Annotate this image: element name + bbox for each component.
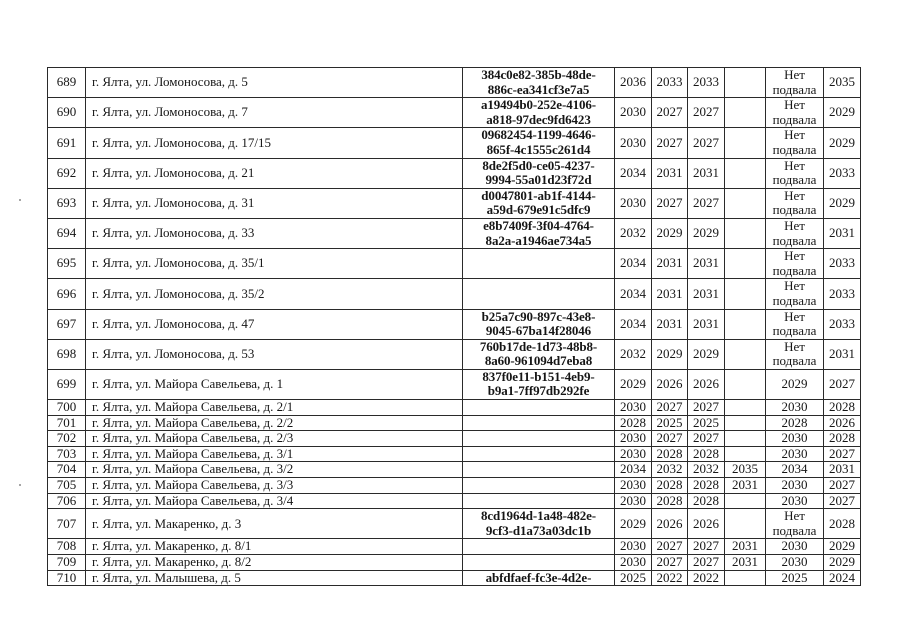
year-cell-3: 2031 [688,158,725,188]
year-cell-3: 2029 [688,339,725,369]
year-cell-2: 2028 [652,493,688,509]
guid-cell [463,218,615,248]
row-number-cell: 691 [48,128,86,158]
year-cell-4 [725,279,766,309]
table-row [48,369,861,399]
year-cell-1: 2030 [615,539,652,555]
row-number-cell: 710 [48,570,86,586]
year-cell-1: 2030 [615,555,652,571]
basement-cell: Нет подвала [766,309,824,339]
guid-line: 8cd1964d-1a48-482e- [480,508,597,524]
basement-cell: Нет подвала [766,509,824,539]
guid-line: a59d-679e91c5dfc9 [486,202,591,218]
guid-cell [463,493,615,509]
year-cell-3: 2028 [688,493,725,509]
year-cell-3: 2032 [688,462,725,478]
year-cell-1: 2032 [615,218,652,248]
year-cell-3: 2027 [688,400,725,416]
year-cell-4 [725,431,766,447]
year-cell-4 [725,339,766,369]
table-row [48,493,861,509]
table-body [48,68,861,586]
basement-cell: Нет подвала [766,158,824,188]
row-number-cell: 690 [48,98,86,128]
table-row [48,98,861,128]
year-cell-3: 2026 [688,369,725,399]
year-cell-6: 2028 [824,509,861,539]
year-cell-4 [725,218,766,248]
basement-cell: Нет подвала [766,279,824,309]
guid-cell [463,128,615,158]
basement-cell: 2028 [766,415,824,431]
year-cell-4: 2031 [725,539,766,555]
year-cell-4 [725,400,766,416]
year-cell-1: 2036 [615,68,652,98]
year-cell-3: 2031 [688,309,725,339]
guid-cell [463,431,615,447]
year-cell-6: 2029 [824,188,861,218]
year-cell-6: 2031 [824,218,861,248]
year-cell-2: 2033 [652,68,688,98]
basement-cell: 2030 [766,493,824,509]
year-cell-1: 2030 [615,98,652,128]
year-cell-1: 2034 [615,309,652,339]
guid-cell [463,158,615,188]
guid-line: 09682454-1199-4646- [481,127,596,143]
guid-line: abfdfaef-fc3e-4d2e- [485,570,592,585]
basement-cell: Нет подвала [766,339,824,369]
table-row [48,570,861,586]
year-cell-2: 2028 [652,446,688,462]
year-cell-2: 2029 [652,339,688,369]
year-cell-4 [725,128,766,158]
guid-cell [463,279,615,309]
address-cell: г. Ялта, ул. Ломоносова, д. 35/2 [86,279,463,309]
year-cell-3: 2031 [688,279,725,309]
year-cell-2: 2031 [652,249,688,279]
row-number-cell: 707 [48,509,86,539]
year-cell-4 [725,188,766,218]
year-cell-4 [725,493,766,509]
address-cell: г. Ялта, ул. Ломоносова, д. 31 [86,188,463,218]
year-cell-2: 2031 [652,309,688,339]
row-number-cell: 705 [48,478,86,494]
year-cell-3: 2027 [688,98,725,128]
year-cell-3: 2028 [688,478,725,494]
basement-cell: 2030 [766,478,824,494]
row-number-cell: 698 [48,339,86,369]
year-cell-6: 2033 [824,249,861,279]
guid-line: 8a2a-a1946ae734a5 [485,232,592,248]
year-cell-6: 2029 [824,128,861,158]
year-cell-1: 2030 [615,400,652,416]
year-cell-1: 2029 [615,369,652,399]
guid-line: b9a1-7ff97db292fe [487,383,590,399]
guid-cell [463,555,615,571]
guid-line: 865f-4c1555c261d4 [486,141,591,157]
scan-speck [19,484,21,486]
year-cell-4 [725,446,766,462]
year-cell-1: 2025 [615,570,652,586]
year-cell-3: 2033 [688,68,725,98]
guid-cell [463,188,615,218]
year-cell-2: 2031 [652,158,688,188]
table-row [48,539,861,555]
year-cell-2: 2026 [652,509,688,539]
basement-cell: Нет подвала [766,128,824,158]
year-cell-3: 2025 [688,415,725,431]
address-cell: г. Ялта, ул. Майора Савельева, д. 1 [86,369,463,399]
row-number-cell: 692 [48,158,86,188]
year-cell-4: 2031 [725,478,766,494]
guid-line: 837f0e11-b151-4eb9- [482,369,595,384]
year-cell-4 [725,509,766,539]
guid-line: 9cf3-d1a73a03dc1b [485,522,592,538]
year-cell-2: 2032 [652,462,688,478]
year-cell-2: 2028 [652,478,688,494]
basement-cell: Нет подвала [766,68,824,98]
year-cell-3: 2027 [688,128,725,158]
year-cell-6: 2027 [824,478,861,494]
year-cell-4 [725,68,766,98]
guid-cell [463,339,615,369]
table-row [48,431,861,447]
address-cell: г. Ялта, ул. Майора Савельева, д. 2/3 [86,431,463,447]
year-cell-4 [725,309,766,339]
year-cell-1: 2034 [615,158,652,188]
year-cell-2: 2027 [652,555,688,571]
year-cell-6: 2031 [824,339,861,369]
year-cell-4 [725,570,766,586]
basement-cell: 2030 [766,431,824,447]
year-cell-1: 2034 [615,249,652,279]
row-number-cell: 695 [48,249,86,279]
year-cell-4 [725,249,766,279]
row-number-cell: 702 [48,431,86,447]
year-cell-3: 2029 [688,218,725,248]
basement-cell: 2025 [766,570,824,586]
year-cell-6: 2028 [824,400,861,416]
guid-line: 9045-67ba14f28046 [485,323,592,339]
year-cell-4 [725,415,766,431]
year-cell-3: 2031 [688,249,725,279]
row-number-cell: 708 [48,539,86,555]
row-number-cell: 709 [48,555,86,571]
guid-line: 9994-55a01d23f72d [485,172,592,188]
year-cell-1: 2028 [615,415,652,431]
table-row [48,309,861,339]
year-cell-6: 2033 [824,279,861,309]
year-cell-1: 2030 [615,493,652,509]
year-cell-1: 2032 [615,339,652,369]
guid-line: 384c0e82-385b-48de- [481,67,596,82]
guid-line: b25a7c90-897c-43e8- [481,309,596,324]
guid-line: 886c-ea341cf3e7a5 [487,81,590,97]
table-row [48,446,861,462]
year-cell-4 [725,369,766,399]
address-cell: г. Ялта, ул. Ломоносова, д. 5 [86,68,463,98]
basement-cell: Нет подвала [766,188,824,218]
year-cell-3: 2027 [688,188,725,218]
guid-line: 8de2f5d0-ce05-4237- [482,158,595,173]
guid-cell [463,309,615,339]
year-cell-2: 2027 [652,188,688,218]
year-cell-1: 2034 [615,462,652,478]
guid-line: d0047801-ab1f-4144- [481,188,596,203]
guid-line: a818-97dec9fd6423 [486,111,591,127]
year-cell-6: 2031 [824,462,861,478]
guid-cell [463,68,615,98]
address-cell: г. Ялта, ул. Макаренко, д. 8/2 [86,555,463,571]
address-cell: г. Ялта, ул. Майора Савельева, д. 2/1 [86,400,463,416]
address-cell: г. Ялта, ул. Майора Савельева, д. 3/4 [86,493,463,509]
year-cell-6: 2029 [824,555,861,571]
year-cell-4 [725,98,766,128]
address-cell: г. Ялта, ул. Ломоносова, д. 47 [86,309,463,339]
year-cell-2: 2026 [652,369,688,399]
row-number-cell: 701 [48,415,86,431]
year-cell-3: 2027 [688,539,725,555]
table-row [48,509,861,539]
year-cell-6: 2033 [824,309,861,339]
year-cell-2: 2022 [652,570,688,586]
table-row [48,128,861,158]
table-row [48,415,861,431]
address-cell: г. Ялта, ул. Майора Савельева, д. 3/1 [86,446,463,462]
table-row [48,68,861,98]
address-cell: г. Ялта, ул. Ломоносова, д. 21 [86,158,463,188]
guid-cell [463,462,615,478]
year-cell-3: 2027 [688,431,725,447]
year-cell-6: 2035 [824,68,861,98]
address-cell: г. Ялта, ул. Ломоносова, д. 7 [86,98,463,128]
year-cell-2: 2027 [652,400,688,416]
basement-cell: 2029 [766,369,824,399]
guid-cell [463,570,615,586]
row-number-cell: 704 [48,462,86,478]
guid-cell [463,249,615,279]
building-table [47,67,861,586]
basement-cell: 2030 [766,539,824,555]
row-number-cell: 696 [48,279,86,309]
table-row [48,478,861,494]
year-cell-6: 2024 [824,570,861,586]
guid-cell [463,98,615,128]
row-number-cell: 703 [48,446,86,462]
year-cell-1: 2030 [615,128,652,158]
address-cell: г. Ялта, ул. Макаренко, д. 8/1 [86,539,463,555]
year-cell-6: 2029 [824,98,861,128]
year-cell-6: 2033 [824,158,861,188]
year-cell-6: 2028 [824,431,861,447]
row-number-cell: 697 [48,309,86,339]
year-cell-6: 2027 [824,493,861,509]
address-cell: г. Ялта, ул. Ломоносова, д. 53 [86,339,463,369]
basement-cell: Нет подвала [766,98,824,128]
year-cell-3: 2028 [688,446,725,462]
guid-line: a19494b0-252e-4106- [480,97,597,113]
table-row [48,188,861,218]
basement-cell: Нет подвала [766,249,824,279]
address-cell: г. Ялта, ул. Майора Савельева, д. 2/2 [86,415,463,431]
table-row [48,462,861,478]
year-cell-4: 2035 [725,462,766,478]
table-row [48,339,861,369]
guid-line: 8a60-961094d7eba8 [484,353,593,369]
year-cell-3: 2026 [688,509,725,539]
year-cell-4 [725,158,766,188]
address-cell: г. Ялта, ул. Ломоносова, д. 33 [86,218,463,248]
basement-cell: Нет подвала [766,218,824,248]
year-cell-2: 2027 [652,128,688,158]
year-cell-3: 2027 [688,555,725,571]
guid-cell [463,539,615,555]
table-row [48,279,861,309]
year-cell-2: 2029 [652,218,688,248]
year-cell-4: 2031 [725,555,766,571]
table-row [48,400,861,416]
year-cell-1: 2034 [615,279,652,309]
year-cell-1: 2030 [615,188,652,218]
table-row [48,555,861,571]
guid-cell [463,415,615,431]
table-row [48,249,861,279]
year-cell-2: 2031 [652,279,688,309]
year-cell-6: 2027 [824,369,861,399]
year-cell-1: 2030 [615,478,652,494]
table-row [48,158,861,188]
row-number-cell: 689 [48,68,86,98]
address-cell: г. Ялта, ул. Ломоносова, д. 17/15 [86,128,463,158]
scan-speck [19,199,21,201]
row-number-cell: 694 [48,218,86,248]
year-cell-2: 2027 [652,539,688,555]
basement-cell: 2030 [766,446,824,462]
year-cell-1: 2030 [615,446,652,462]
year-cell-1: 2029 [615,509,652,539]
guid-cell [463,509,615,539]
row-number-cell: 693 [48,188,86,218]
year-cell-2: 2025 [652,415,688,431]
guid-cell [463,478,615,494]
basement-cell: 2034 [766,462,824,478]
year-cell-2: 2027 [652,98,688,128]
table-row [48,218,861,248]
year-cell-1: 2030 [615,431,652,447]
basement-cell: 2030 [766,400,824,416]
address-cell: г. Ялта, ул. Майора Савельева, д. 3/3 [86,478,463,494]
guid-cell [463,369,615,399]
guid-cell [463,400,615,416]
year-cell-3: 2022 [688,570,725,586]
year-cell-6: 2026 [824,415,861,431]
row-number-cell: 699 [48,369,86,399]
address-cell: г. Ялта, ул. Макаренко, д. 3 [86,509,463,539]
year-cell-2: 2027 [652,431,688,447]
basement-cell: 2030 [766,555,824,571]
year-cell-6: 2027 [824,446,861,462]
address-cell: г. Ялта, ул. Майора Савельева, д. 3/2 [86,462,463,478]
guid-cell [463,446,615,462]
address-cell: г. Ялта, ул. Малышева, д. 5 [86,570,463,586]
address-cell: г. Ялта, ул. Ломоносова, д. 35/1 [86,249,463,279]
row-number-cell: 706 [48,493,86,509]
row-number-cell: 700 [48,400,86,416]
guid-line: 760b17de-1d73-48b8- [479,339,598,354]
year-cell-6: 2029 [824,539,861,555]
guid-line: e8b7409f-3f04-4764- [483,218,594,233]
